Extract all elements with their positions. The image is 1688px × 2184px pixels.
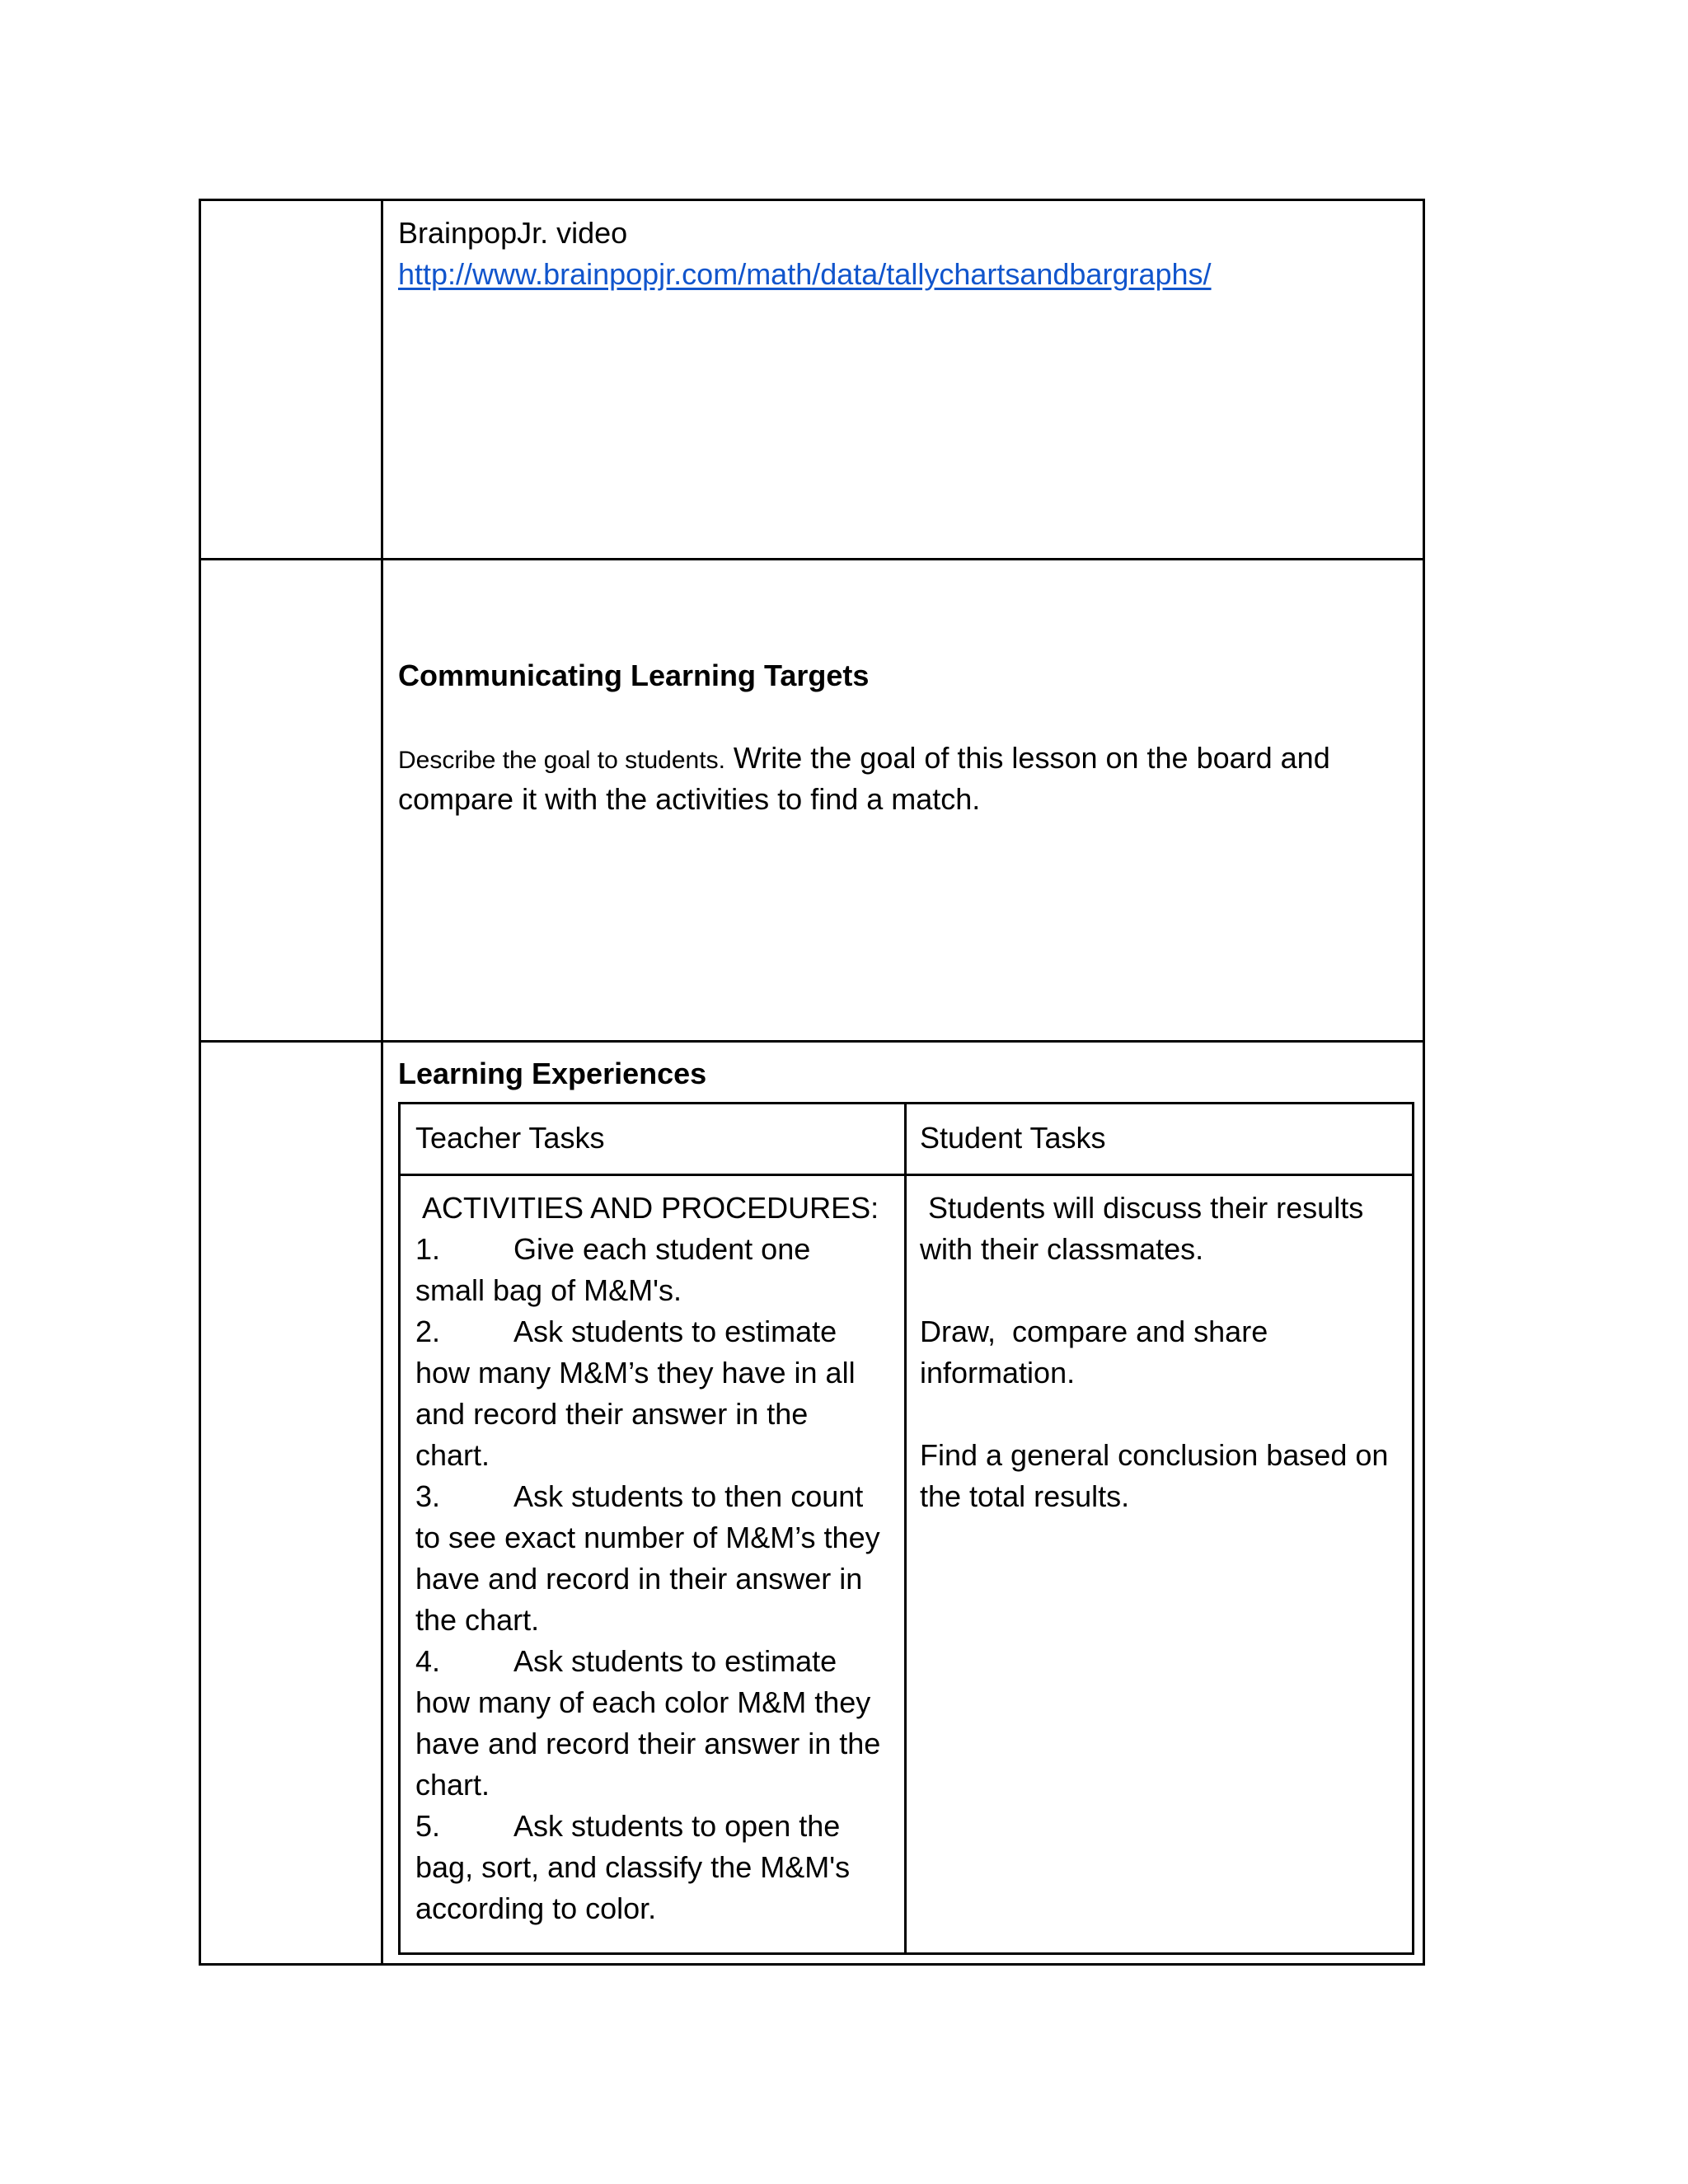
step-4-continued: have and record their answer in the xyxy=(415,1727,881,1760)
student-task-line: Draw, compare and share xyxy=(920,1315,1268,1348)
step-3-continued: have and record in their answer in xyxy=(415,1562,863,1596)
step-4: 4. Ask students to estimate xyxy=(415,1644,837,1678)
targets-intro: Describe the goal to students. xyxy=(398,747,725,774)
student-task-line: the total results. xyxy=(920,1479,1130,1513)
lesson-plan-table xyxy=(199,199,1425,1966)
targets-heading: Communicating Learning Targets xyxy=(398,658,870,692)
step-5: 5. Ask students to open the xyxy=(415,1809,841,1843)
resource-title: BrainpopJr. video xyxy=(398,216,628,250)
resource-link[interactable]: http://www.brainpopjr.com/math/data/tallychartsandbargraphs/ xyxy=(398,257,1212,291)
targets-paragraph-line-1 xyxy=(398,738,1330,781)
teacher-tasks-content xyxy=(415,1188,880,1929)
step-2: 2. Ask students to estimate xyxy=(415,1315,837,1348)
blank-line xyxy=(920,1394,1388,1435)
tasks-column-divider xyxy=(904,1104,907,1952)
row-divider-2 xyxy=(201,1040,1423,1043)
student-tasks-content xyxy=(920,1188,1388,1517)
targets-goal-text: Write the goal of this lesson on the board and xyxy=(733,741,1330,775)
step-3-continued: the chart. xyxy=(415,1603,540,1637)
step-4-continued: chart. xyxy=(415,1768,490,1802)
step-4-continued: how many of each color M&M they xyxy=(415,1685,871,1719)
step-1: 1. Give each student one xyxy=(415,1232,811,1266)
step-5-continued: according to color. xyxy=(415,1891,657,1925)
student-task-line: Students will discuss their results xyxy=(920,1191,1364,1225)
step-5-continued: bag, sort, and classify the M&M's xyxy=(415,1850,851,1884)
tasks-table xyxy=(398,1102,1414,1955)
targets-paragraph-line-2: compare it with the activities to find a match. xyxy=(398,782,981,816)
activities-heading: ACTIVITIES AND PROCEDURES: xyxy=(415,1191,879,1225)
student-task-line: information. xyxy=(920,1356,1076,1390)
step-2-continued: chart. xyxy=(415,1438,490,1472)
experiences-heading: Learning Experiences xyxy=(398,1057,707,1090)
step-3-continued: to see exact number of M&M’s they xyxy=(415,1521,880,1554)
step-1-continued: small bag of M&M's. xyxy=(415,1273,682,1307)
student-task-line: with their classmates. xyxy=(920,1232,1204,1266)
step-3: 3. Ask students to then count xyxy=(415,1479,864,1513)
student-tasks-header: Student Tasks xyxy=(920,1121,1106,1155)
step-2-continued: how many M&M’s they have in all xyxy=(415,1356,856,1390)
blank-line xyxy=(920,1270,1388,1311)
student-task-line: Find a general conclusion based on xyxy=(920,1438,1389,1472)
step-2-continued: and record their answer in the xyxy=(415,1397,809,1431)
column-divider xyxy=(381,201,383,1963)
teacher-tasks-header: Teacher Tasks xyxy=(415,1121,605,1155)
row-divider-1 xyxy=(201,558,1423,560)
